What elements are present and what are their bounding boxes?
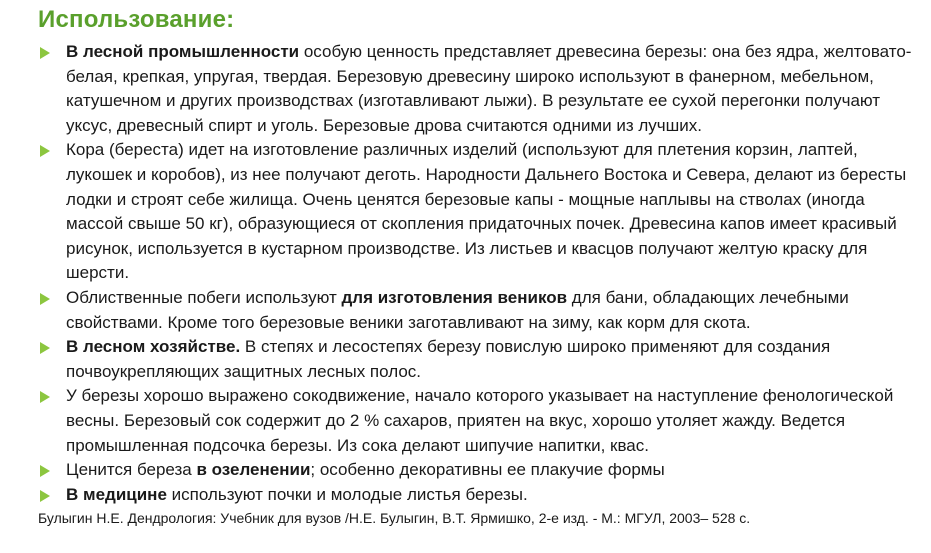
list-item [38,286,918,335]
list-item [38,335,918,384]
list-item [38,384,918,458]
triangle-bullet-icon [40,465,50,477]
citation-footer: Булыгин Н.Е. Дендрология: Учебник для вузов /Н.Е. Булыгин, В.Т. Ярмишко, 2-е изд. - М.: МГУЛ, 2003– 528 с. [38,510,751,526]
item-bold: для изготовления веников [341,287,568,307]
usage-list [38,40,918,507]
item-text: Кора (береста) идет на изготовление различных изделий (используют для плетения корзин, лаптей, лукошек и коробов), из нее получают деготь. Народности Дальнего Востока и Севера, делают из бересты лодки и строят себе жилища. Очень ценятся березовые капы - мощные наплывы на стволах (иногда массой свыше 50 кг), образующиеся от скопления придаточных почек. Древесина капов имеет красивый рисунок, используется в кустарном производстве. Из листьев и квасцов получают желтую краску для шерсти. [66,140,907,283]
triangle-bullet-icon [40,47,50,59]
triangle-bullet-icon [40,342,50,354]
item-text: ; особенно декоративны ее плакучие формы [310,460,665,480]
item-bold: в озеленении [196,460,311,480]
list-item [38,483,918,508]
item-text: Облиственные побеги используют [66,287,342,307]
item-text: для бани, обладающих лечебными свойствами. Кроме того березовые веники заготавливают на зиму, как корм для скота. [66,287,849,332]
triangle-bullet-icon [40,391,50,403]
triangle-bullet-icon [40,145,50,157]
list-item [38,138,918,286]
item-bold: В медицине [66,484,167,504]
list-item [38,40,918,138]
item-text: У березы хорошо выражено сокодвижение, начало которого указывает на наступление фенологической весны. Березовый сок содержит до 2 % сахаров, приятен на вкус, хорошо утоляет жажду. Ведется промышленная подсочка березы. Из сока делают шипучие напитки, квас. [66,386,894,455]
item-text: В степях и лесостепях березу повислую широко применяют для создания почвоукрепляющих защитных лесных полос. [66,337,831,381]
item-text: Ценится береза [66,460,197,480]
triangle-bullet-icon [40,490,50,502]
page-title: Использование: [38,6,235,33]
list-item [38,458,918,483]
triangle-bullet-icon [40,293,50,305]
item-bold: В лесном хозяйстве. [66,337,241,357]
item-bold: В лесной промышленности [66,42,300,61]
item-text: используют почки и молодые листья березы. [166,484,528,504]
item-text: особую ценность представляет древесина березы: она без ядра, желтовато-белая, крепкая, упругая, твердая. Березовую древесину широко используют в фанерном, мебельном, катушечном и других производствах (изготавливают лыжи). В результате ее сухой перегонки получают уксус, древесный спирт и уголь. Березовые дрова считаются одними из лучших. [66,42,912,135]
